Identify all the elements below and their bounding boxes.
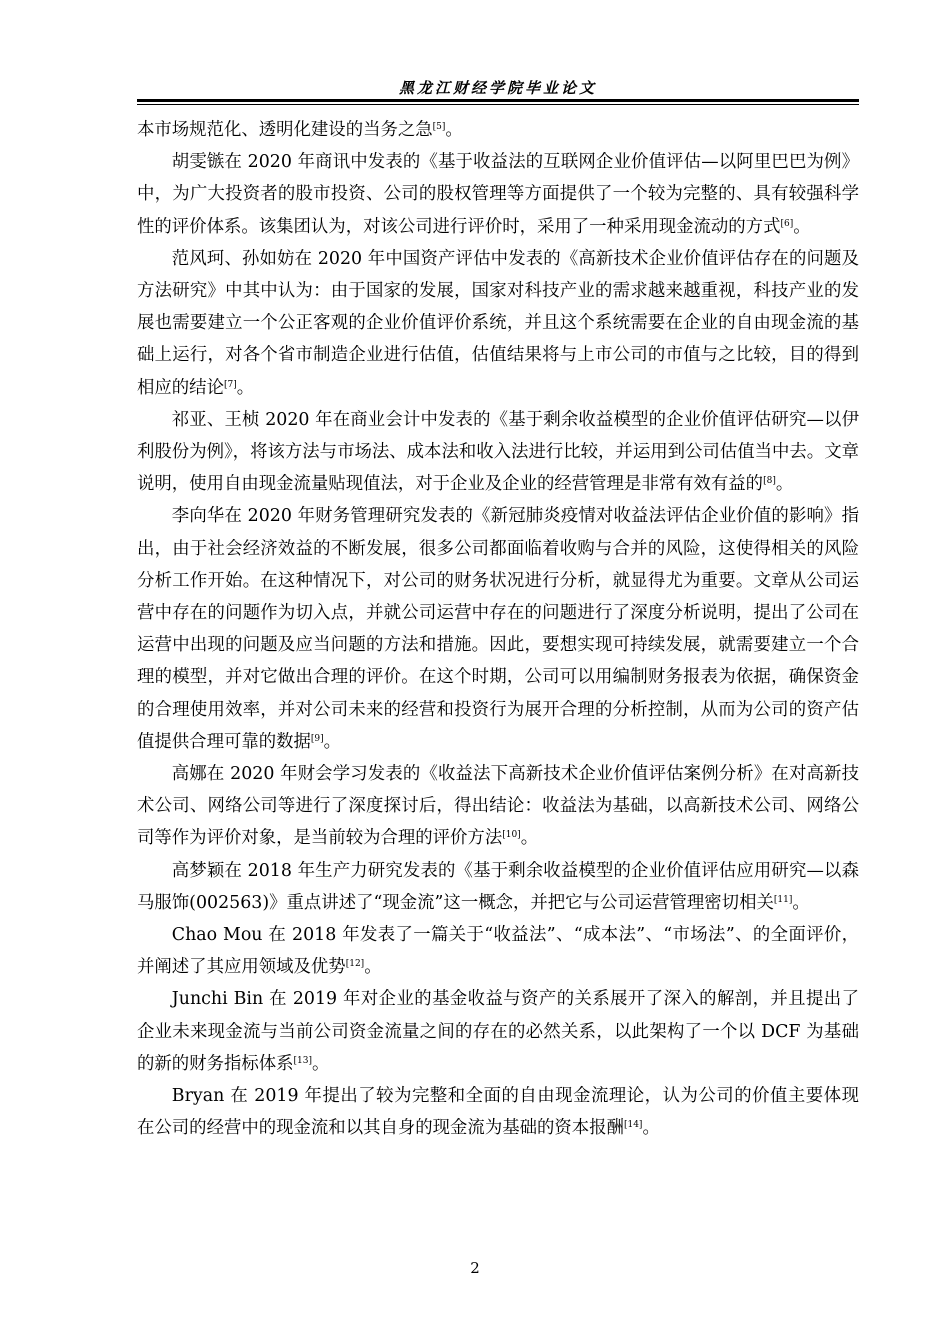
paragraph-end: 。 (520, 828, 539, 849)
paragraph-text: 高娜在 2020 年财会学习发表的《收益法下高新技术企业价值评估案例分析》在对高新技术公司、网络公司等进行了深度探讨后，得出结论：收益法为基础，以高新技术公司、网络公司等作为评价对象，是当前较为合理的评价方法 (137, 764, 859, 849)
citation: [10] (502, 830, 521, 841)
header-rule-thick (137, 99, 859, 102)
paragraph-text: 范风珂、孙如妨在 2020 年中国资产评估中发表的《高新技术企业价值评估存在的问题及方法研究》中其中认为：由于国家的发展，国家对科技产业的需求越来越重视，科技产业的发展也需要建立一个公正客观的企业价值评价系统，并且这个系统需要在企业的自由现金流的基础上运行，对各个省市制造企业进行估值，估值结果将与上市公司的市值与之比较，目的得到相应的结论 (137, 248, 859, 398)
citation: [13] (293, 1055, 313, 1066)
paragraph (137, 855, 859, 919)
page-number: 2 (470, 1259, 480, 1277)
paragraph (137, 500, 859, 758)
citation: [8] (763, 476, 776, 487)
paragraph-end: 。 (775, 474, 794, 495)
paragraph-text: 胡雯镞在 2020 年商讯中发表的《基于收益法的互联网企业价值评估—以阿里巴巴为例》中，为广大投资者的股市投资、公司的股权管理等方面提供了一个较为完整的、具有较强科学性的评价体系。该集团认为，对该公司进行评价时，采用了一种采用现金流动的方式 (137, 152, 859, 237)
paragraph-text: 高梦颖在 2018 年生产力研究发表的《基于剩余收益模型的企业价值评估应用研究—以森马服饰(002563)》重点讲述了“现金流”这一概念，并把它与公司运营管理密切相关 (137, 860, 859, 913)
paragraph-end: 。 (445, 120, 463, 140)
paragraph-text: Junchi Bin 在 2019 年对企业的基金收益与资产的关系展开了深入的解剖，并且提出了企业未来现金流与当前公司资金流量之间的存在的必然关系，以此架构了一个以 DCF 为基础的新的财务指标体系 (137, 989, 859, 1074)
paragraph (137, 146, 859, 243)
paragraph-text: Chao Mou 在 2018 年发表了一篇关于“收益法”、“成本法”、“市场法”、的全面评价，并阐述了其应用领域及优势 (137, 925, 859, 978)
paragraph (137, 758, 859, 855)
citation: [12] (345, 959, 365, 970)
paragraph (137, 404, 859, 501)
paragraph-end: 。 (312, 1053, 330, 1074)
citation: [5] (432, 122, 446, 132)
citation: [7] (223, 379, 237, 390)
citation: [11] (773, 894, 793, 905)
body-text (137, 114, 859, 1145)
header-rule-thin (137, 104, 859, 105)
paragraph-text: 本市场规范化、透明化建设的当务之急 (137, 120, 433, 140)
paragraph (137, 1080, 859, 1144)
paragraph-end: 。 (236, 377, 255, 398)
paragraph-text: 祁亚、王桢 2020 年在商业会计中发表的《基于剩余收益模型的企业价值评估研究—以伊利股份为例》，将该方法与市场法、成本法和收入法进行比较，并运用到公司估值当中去。文章说明，使用自由现金流量贴现值法，对于企业及企业的经营管理是非常有效有益的 (137, 409, 859, 495)
paragraph-end: 。 (792, 892, 810, 913)
paragraph-text: Bryan 在 2019 年提出了较为完整和全面的自由现金流理论，认为公司的价值主要体现在公司的经营中的现金流和以其自身的现金流为基础的资本报酬 (137, 1086, 859, 1139)
paragraph (137, 919, 859, 983)
paragraph-text: 李向华在 2020 年财务管理研究发表的《新冠肺炎疫情对收益法评估企业价值的影响》指出，由于社会经济效益的不断发展，很多公司都面临着收购与合并的风险，这使得相关的风险分析工作开始。在这种情况下，对公司的财务状况进行分析，就显得尤为重要。文章从公司运营中存在的问题作为切入点，并就公司运营中存在的问题进行了深度分析说明，提出了公司在运营中出现的问题及应当问题的方法和措施。因此，要想实现可持续发展，就需要建立一个合理的模型，并对它做出合理的评价。在这个时期，公司可以用编制财务报表为依据，确保资金的合理使用效率，并对公司未来的经营和投资行为展开合理的分析控制，从而为公司的资产估值提供合理可靠的数据 (137, 506, 859, 752)
citation: [14] (623, 1120, 643, 1131)
running-header: 黑龙江财经学院毕业论文 (398, 79, 597, 97)
paragraph-end: 。 (793, 216, 811, 237)
paragraph (137, 983, 859, 1080)
citation: [9] (310, 733, 324, 744)
citation: [6] (780, 218, 794, 229)
paragraph-end: 。 (642, 1118, 660, 1139)
paragraph (137, 243, 859, 404)
paragraph-end: 。 (364, 957, 382, 978)
paragraph (137, 114, 859, 146)
paragraph-end: 。 (323, 731, 342, 752)
